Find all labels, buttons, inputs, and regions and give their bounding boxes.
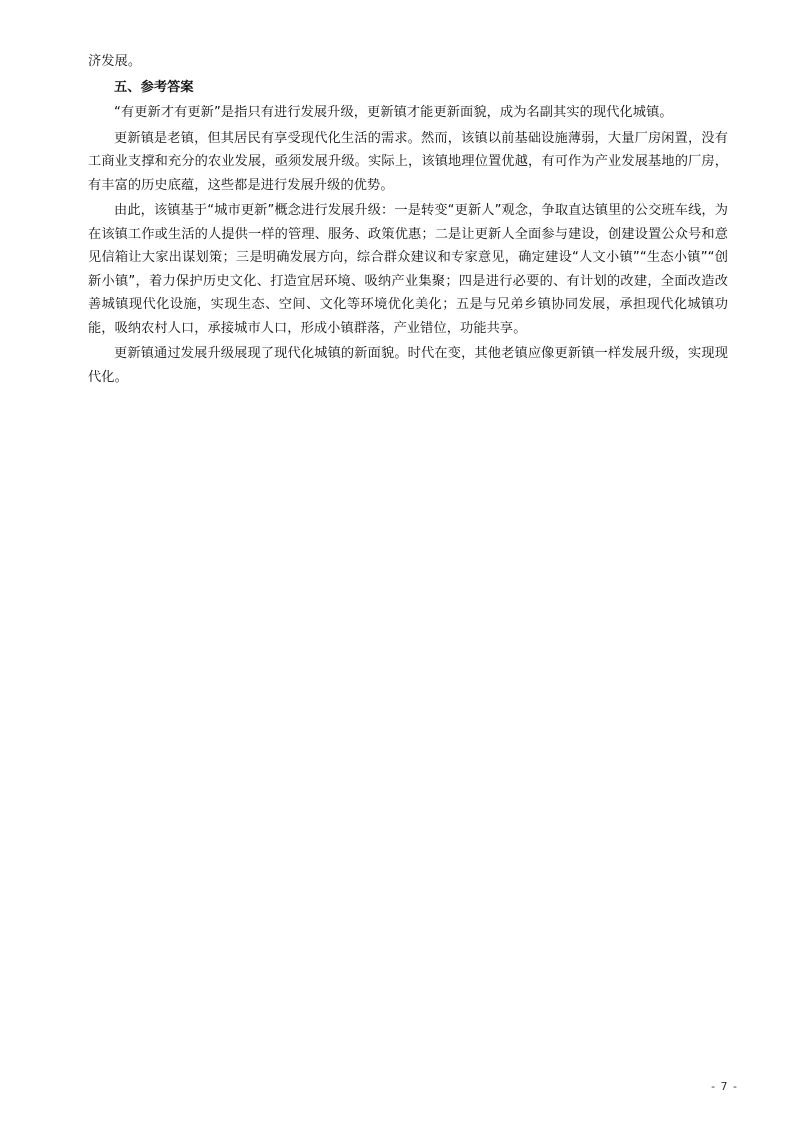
document-body — [88, 50, 728, 389]
paragraph-3: 由此，该镇基于“城市更新”概念进行发展升级：一是转变“更新人”观念，争取直达镇里的公交班车线，为在该镇工作或生活的人提供一样的管理、服务、政策优惠；二是让更新人全面参与建设，创建设置公众号和意见信箱让大家出谋划策；三是明确发展方向，综合群众建议和专家意见，确定建设“人文小镇”“生态小镇”“创新小镇”，着力保护历史文化、打造宜居环境、吸纳产业集聚；四是进行必要的、有计划的改建，全面改造改善城镇现代化设施，实现生态、空间、文化等环境优化美化；五是与兄弟乡镇协同发展，承担现代化城镇功能，吸纳农村人口，承接城市人口，形成小镇群落，产业错位，功能共享。 — [88, 203, 728, 336]
paragraph-4: 更新镇通过发展升级展现了现代化城镇的新面貌。时代在变，其他老镇应像更新镇一样发展升级，实现现代化。 — [88, 346, 728, 385]
section-heading: 五、参考答案 — [114, 79, 194, 95]
continuation-text: 济发展。 — [88, 54, 142, 69]
paragraph-2: 更新镇是老镇，但其居民有享受现代化生活的需求。然而，该镇以前基础设施薄弱，大量厂房闲置，没有工商业支撑和充分的农业发展，亟须发展升级。实际上，该镇地理位置优越，有可作为产业发展基地的厂房，有丰富的历史底蕴，这些都是进行发展升级的优势。 — [88, 130, 728, 193]
paragraph-1: “有更新才有更新”是指只有进行发展升级，更新镇才能更新面貌，成为名副其实的现代化城镇。 — [114, 105, 673, 120]
page-number: - 7 - — [711, 1080, 738, 1093]
